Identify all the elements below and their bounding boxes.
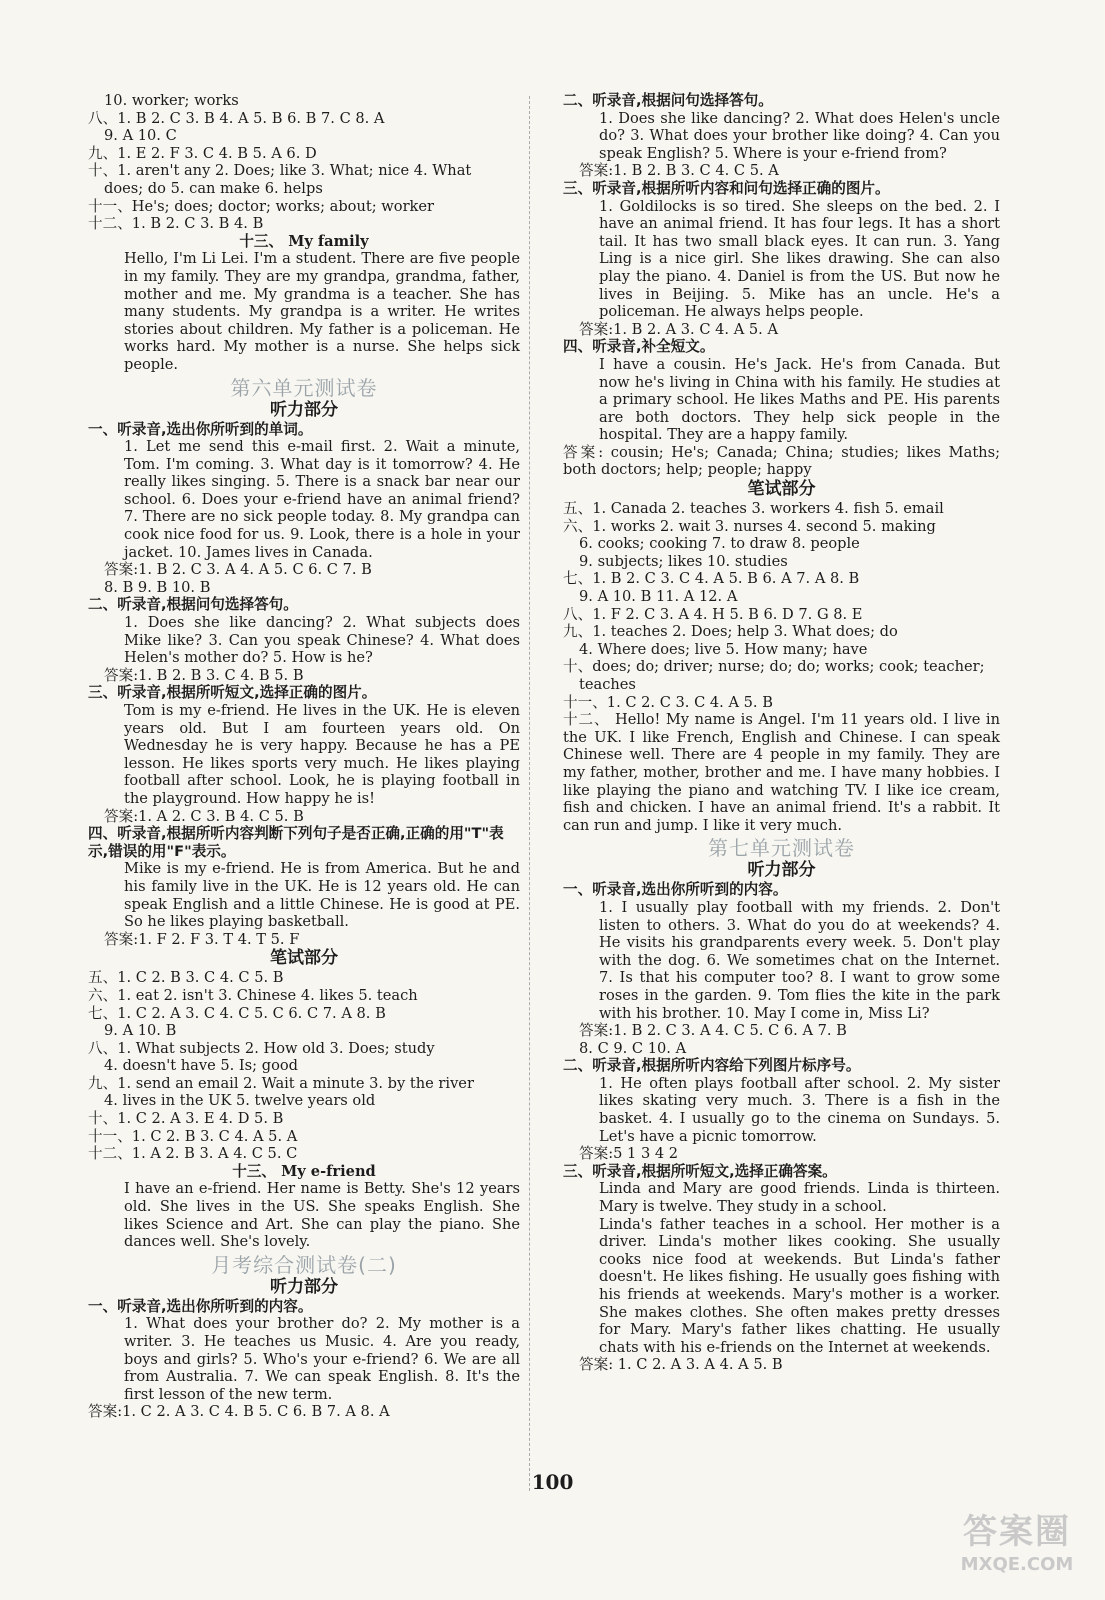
answer-line: 答案:1. A 2. C 3. B 4. C 5. B — [104, 807, 304, 825]
essay-title: 十三、 My e-friend — [232, 1162, 376, 1180]
section-heading: 笔试部分 — [747, 479, 816, 500]
answer-line: 八、1. What subjects 2. How old 3. Does; study — [88, 1039, 435, 1057]
answer-line: 8. C 9. C 10. A — [579, 1039, 687, 1057]
answer-line: 十一、He's; does; doctor; works; about; worker — [88, 197, 434, 215]
right-column — [563, 92, 1000, 1374]
question-instruction: 三、听录音,根据所听内容和问句选择正确的图片。 — [563, 179, 890, 197]
passage-text: 1. I usually play football with my friends. 2. Don't listen to others. 3. What do you do at weekends? 4. He visits his grandparents every week. 5. Don't play with the dog. 6. We sometimes chat on the Internet. 7. Is that his computer too? 8. I want to grow some roses in the garden. 9. Tom flies the kite in the park with his brother. 10. May I come in, Miss Li? — [599, 898, 1000, 1022]
answer-line: 十二、1. A 2. B 3. A 4. C 5. C — [88, 1145, 298, 1163]
answer-line: 10. worker; works — [104, 92, 239, 109]
answer-line: 九、1. send an email 2. Wait a minute 3. by the river — [88, 1074, 474, 1092]
section-heading: 听力部分 — [270, 399, 338, 420]
test-title: 第七单元测试卷 — [708, 836, 855, 861]
section-heading: 听力部分 — [270, 1276, 338, 1297]
answer-line: 五、1. Canada 2. teaches 3. workers 4. fish 5. email — [563, 500, 944, 518]
answer-line: 9. A 10. B — [104, 1022, 177, 1040]
passage-text: 1. Let me send this e-mail first. 2. Wait a minute, Tom. I'm coming. 3. What day is it tomorrow? 4. He really likes singing. 5. There is a snack bar near our school. 6. Does your e-friend have an animal friend? 7. There are no sick people today. 8. My grandpa can cook nice food for us. 9. Look, there is a hole in your jacket. 10. James lives in Canada. — [124, 438, 520, 561]
passage-text: Linda's father teaches in a school. Her mother is a driver. Linda's mother likes cooking. She usually cooks nice food at weekends. But Linda's father doesn't. He likes fishing. He usually goes fishing with his friends at weekends. Mary's mother is a worker. She makes clothes. She often makes pretty dresses for Mary. Mary's father likes chatting. He usually chats with his e-friends on the Internet at weekends. — [599, 1215, 1000, 1356]
answer-line: 9. A 10. C — [104, 127, 177, 145]
answer-line: 答案:1. B 2. C 3. A 4. C 5. C 6. A 7. B — [579, 1022, 847, 1040]
question-instruction: 二、听录音,根据所听内容给下列图片标序号。 — [563, 1057, 861, 1075]
question-instruction: 一、听录音,选出你所听到的单词。 — [88, 420, 313, 438]
test-title: 月考综合测试卷(二) — [211, 1252, 397, 1277]
question-instruction: 二、听录音,根据问句选择答句。 — [88, 596, 298, 614]
answer-line: 九、1. teaches 2. Does; help 3. What does; do — [563, 623, 898, 641]
answer-line: 6. cooks; cooking 7. to draw 8. people — [579, 535, 860, 553]
passage-text: 1. What does your brother do? 2. My mother is a writer. 3. He teaches us Music. 4. Are you ready, boys and girls? 5. Who's your e-friend? 6. We are all from Australia. 7. We can speak English. 8. It's the first lesson of the new term. — [124, 1315, 520, 1403]
question-instruction: 一、听录音,选出你所听到的内容。 — [88, 1297, 313, 1315]
watermark-text: 答案圈 — [963, 1512, 1071, 1552]
column-divider — [529, 96, 530, 1491]
passage-text: 答案: cousin; He's; Canada; China; studies; likes Maths; both doctors; help; people; happy — [563, 443, 1000, 479]
page-number: 100 — [531, 1470, 574, 1494]
answer-line: 十、does; do; driver; nurse; do; do; works; cook; teacher; — [563, 658, 985, 676]
left-column — [88, 92, 520, 1421]
answer-line: 答案:5 1 3 4 2 — [579, 1145, 679, 1163]
answer-line: 答案:1. B 2. B 3. C 4. B 5. B — [104, 666, 304, 684]
answer-line: teaches — [579, 676, 636, 693]
passage-text: 十二、 Hello! My name is Angel. I'm 11 years old. I live in the UK. I like French, English and Chinese. I can speak Chinese well. There are 4 people in my family. They are my father, mother, brother and me. I have many hobbies. I like playing the piano and watching TV. I like ice cream, fish and chicken. I have an animal friend. It's a rabbit. It can run and jump. I like it very much. — [563, 711, 1000, 834]
answer-line: 八、1. B 2. C 3. B 4. A 5. B 6. B 7. C 8. A — [88, 109, 385, 127]
section-heading: 听力部分 — [747, 860, 816, 881]
answer-line: 九、1. E 2. F 3. C 4. B 5. A 6. D — [88, 144, 317, 162]
answer-line: 答案: 1. C 2. A 3. A 4. A 5. B — [579, 1356, 783, 1374]
answer-line: 六、1. works 2. wait 3. nurses 4. second 5. making — [563, 517, 936, 535]
answer-line: 六、1. eat 2. isn't 3. Chinese 4. likes 5. teach — [88, 986, 418, 1004]
question-instruction: 一、听录音,选出你所听到的内容。 — [563, 881, 788, 899]
watermark-logo — [947, 1510, 1087, 1590]
answer-line: 4. lives in the UK 5. twelve years old — [104, 1092, 376, 1110]
question-instruction: 二、听录音,根据问句选择答句。 — [563, 92, 773, 109]
answer-line: 答案:1. B 2. C 3. A 4. A 5. C 6. C 7. B — [104, 561, 372, 579]
essay-title: 十三、 My family — [239, 232, 369, 250]
answer-line: 五、1. C 2. B 3. C 4. C 5. B — [88, 969, 284, 987]
answer-line: 十二、1. B 2. C 3. B 4. B — [88, 215, 264, 233]
answer-line: 9. A 10. B 11. A 12. A — [579, 588, 738, 606]
answer-line: 9. subjects; likes 10. studies — [579, 552, 788, 570]
answer-line: 4. Where does; live 5. How many; have — [579, 640, 868, 658]
question-instruction: 三、听录音,根据所听短文,选择正确的图片。 — [88, 684, 377, 702]
answer-line: 答案:1. B 2. A 3. C 4. A 5. A — [579, 320, 778, 338]
question-instruction: 四、听录音,补全短文。 — [563, 338, 715, 356]
watermark-url: MXQE.COM — [960, 1554, 1074, 1575]
passage-text: I have a cousin. He's Jack. He's from Canada. But now he's living in China with his family. He studies at a primary school. He likes Maths and PE. His parents are both doctors. They help sick people in the hospital. They are a happy family. — [599, 355, 1000, 444]
answer-line: 十、1. C 2. A 3. E 4. D 5. B — [88, 1110, 284, 1128]
answer-line: 十、1. aren't any 2. Does; like 3. What; nice 4. What — [88, 162, 472, 180]
answer-line: 七、1. C 2. A 3. C 4. C 5. C 6. C 7. A 8. B — [88, 1004, 386, 1022]
answer-line: 十一、1. C 2. B 3. C 4. A 5. A — [88, 1127, 298, 1145]
test-title: 第六单元测试卷 — [230, 375, 378, 400]
answer-line: 答案:1. C 2. A 3. C 4. B 5. C 6. B 7. A 8. A — [88, 1403, 390, 1421]
answer-line: 答案:1. F 2. F 3. T 4. T 5. F — [104, 930, 300, 948]
answer-line: 十一、1. C 2. C 3. C 4. A 5. B — [563, 693, 773, 711]
answer-line: 七、1. B 2. C 3. C 4. A 5. B 6. A 7. A 8. B — [563, 570, 860, 588]
passage-text: 1. Goldilocks is so tired. She sleeps on the bed. 2. I have an animal friend. It has four legs. It has a short tail. It has two small black eyes. It can run. 3. Yang Ling is a nice girl. She likes drawing. She can also play the piano. 4. Daniel is from the US. But now he lives in Beijing. 5. Mike has an uncle. He's a policeman. He always helps people. — [599, 197, 1000, 321]
passage-text: Hello, I'm Li Lei. I'm a student. There are five people in my family. They are my grandpa, grandma, father, mother and me. My grandma is a teacher. She has many students. My grandpa is a writer. He writes stories about children. My father is a policeman. He works hard. My mother is a nurse. She helps sick people. — [124, 250, 520, 373]
answer-line: 4. doesn't have 5. Is; good — [104, 1057, 298, 1075]
passage-text: I have an e-friend. Her name is Betty. She's 12 years old. She lives in the US. She speaks English. She likes Science and Art. She can play the piano. She dances well. She's lovely. — [124, 1180, 520, 1251]
passage-text: 1. Does she like dancing? 2. What does Helen's uncle do? 3. What does your brother like doing? 4. Can you speak English? 5. Where is your e-friend from? — [599, 109, 1000, 162]
passage-text: Mike is my e-friend. He is from America. But he and his family live in the UK. He is 12 years old. He can speak English and a little Chinese. He is good at PE. So he likes playing basketball. — [124, 860, 520, 931]
answer-line: 八、1. F 2. C 3. A 4. H 5. B 6. D 7. G 8. E — [563, 605, 863, 623]
section-heading: 笔试部分 — [270, 948, 338, 969]
answer-line: 8. B 9. B 10. B — [104, 578, 211, 596]
passage-text: 1. He often plays football after school. 2. My sister likes skating very much. 3. There is a fish in the basket. 4. I usually go to the cinema on Sundays. 5. Let's have a picnic tomorrow. — [599, 1074, 1000, 1145]
passage-text: Linda and Mary are good friends. Linda is thirteen. Mary is twelve. They study in a school. — [599, 1180, 1000, 1216]
passage-text: Tom is my e-friend. He lives in the UK. He is eleven years old. But I am fourteen years old. On Wednesday he is very happy. Because he has a PE lesson. He likes sports very much. He likes playing football after school. Look, he is playing football in the playground. How happy he is! — [124, 702, 520, 807]
passage-text: 1. Does she like dancing? 2. What subjects does Mike like? 3. Can you speak Chinese? 4. What does Helen's mother do? 5. How is he? — [124, 614, 520, 667]
question-instruction: 三、听录音,根据所听短文,选择正确答案。 — [563, 1162, 837, 1180]
answer-line: does; do 5. can make 6. helps — [104, 179, 323, 197]
answer-line: 答案:1. B 2. B 3. C 4. C 5. A — [579, 162, 779, 180]
question-instruction: 四、听录音,根据所听内容判断下列句子是否正确,正确的用"T"表示,错误的用"F"表示。 — [88, 825, 504, 860]
